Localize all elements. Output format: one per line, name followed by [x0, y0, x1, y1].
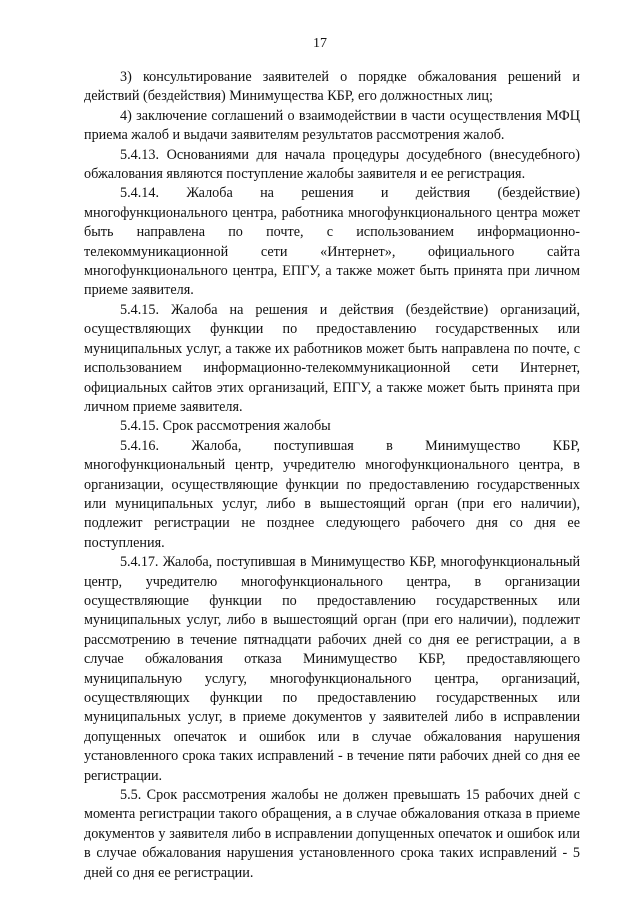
paragraph-item-3: 3) консультирование заявителей о порядке обжалования решений и действий (бездействия) Минимущества КБР, его должностных лиц;	[84, 69, 580, 105]
page-number: 17	[313, 36, 327, 51]
paragraph-5-4-14: 5.4.14. Жалоба на решения и действия (бездействие) многофункционального центра, работника многофункционального центра может быть направлена по почте, с использованием информационно-телекоммуникационной сети «Интернет», официального сайта многофункционального центра, ЕПГУ, а также может быть принята при личном приеме заявителя.	[84, 185, 580, 299]
section-heading-review-period: 5.4.15. Срок рассмотрения жалобы	[120, 418, 331, 435]
paragraph-5-4-17: 5.4.17. Жалоба, поступившая в Минимущество КБР, многофункциональный центр, учредителю многофункционального центра, в организации осуществляющие функции по предоставлению государственных или муниципальных услуг, либо в вышестоящий орган (при его наличии), подлежит рассмотрению в течение пятнадцати рабочих дней со дня ее регистрации, а в случае обжалования отказа Минимущество КБР, предоставляющего муниципальную услугу, многофункционального центра, организаций, осуществляющих функции по предоставлению государственных или муниципальных услуг, в приеме документов у заявителей либо в исправлении допущенных опечаток и ошибок или в случае обжалования нарушения установленного срока таких исправлений - в течение пяти рабочих дней со дня ее регистрации.	[84, 554, 580, 784]
paragraph-5-4-13: 5.4.13. Основаниями для начала процедуры досудебного (внесудебного) обжалования являются поступление жалобы заявителя и ее регистрация.	[84, 146, 580, 183]
paragraph-item-4: 4) заключение соглашений о взаимодействии в части осуществления МФЦ приема жалоб и выдачи заявителям результатов рассмотрения жалоб.	[84, 107, 580, 144]
document-body	[84, 68, 580, 883]
paragraph-5-4-15: 5.4.15. Жалоба на решения и действия (бездействие) организаций, осуществляющих функции по предоставлению государственных или муниципальных услуг, а также их работников может быть направлена по почте, с использованием информационно-телекоммуникационной сети Интернет, официальных сайтов этих организаций, ЕПГУ, а также может быть принята при личном приеме заявителя.	[84, 301, 580, 415]
paragraph-5-4-16: 5.4.16. Жалоба, поступившая в Минимущество КБР, многофункциональный центр, учредителю многофункционального центра, в организации, осуществляющие функции по предоставлению государственных или муниципальных услуг, либо в вышестоящий орган (при его наличии), подлежит регистрации не позднее следующего рабочего дня со дня ее поступления.	[84, 437, 580, 551]
paragraph-5-5: 5.5. Срок рассмотрения жалобы не должен превышать 15 рабочих дней с момента регистрации такого обращения, а в случае обжалования отказа в приеме документов у заявителя либо в исправлении допущенных опечаток и ошибок или в случае обжалования нарушения установленного срока таких исправлений - 5 дней со дня ее регистрации.	[84, 787, 580, 881]
